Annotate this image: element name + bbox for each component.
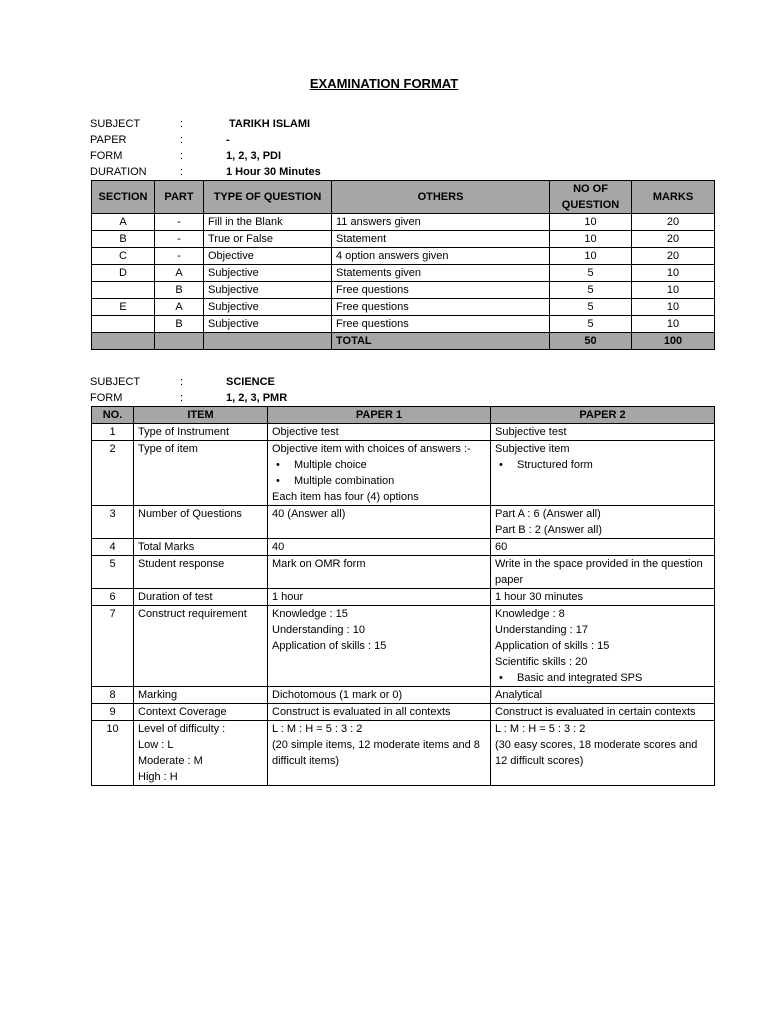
- row-number: 4: [92, 539, 134, 556]
- table-cell: 20: [632, 214, 715, 231]
- table-cell: 20: [632, 248, 715, 265]
- table-row: [92, 606, 715, 687]
- item-line: Number of Questions: [138, 508, 242, 520]
- table-cell: 10: [632, 265, 715, 282]
- row-number: 7: [92, 606, 134, 687]
- cell-line: Subjective test: [495, 426, 567, 438]
- table-cell: 20: [632, 231, 715, 248]
- table-row: [92, 231, 715, 248]
- table-cell: 10: [632, 316, 715, 333]
- cell-line: 60: [495, 541, 508, 553]
- table-cell: True or False: [204, 231, 332, 248]
- item-line: Moderate : M: [138, 755, 203, 767]
- table-row: [92, 265, 715, 282]
- table-cell: B: [92, 231, 155, 248]
- meta-value: -: [226, 134, 230, 146]
- cell-line: Application of skills : 15: [272, 640, 387, 652]
- total-cell: [204, 333, 332, 350]
- meta-label: SUBJECT: [90, 376, 141, 388]
- cell-line: (20 simple items, 12 moderate items and 8 difficult items): [272, 739, 480, 767]
- total-cell: TOTAL: [332, 333, 550, 350]
- table-cell: Subjective: [204, 265, 332, 282]
- cell-line: Understanding : 17: [495, 624, 588, 636]
- cell-line: Mark on OMR form: [272, 558, 366, 570]
- table-cell: Fill in the Blank: [204, 214, 332, 231]
- item-line: Duration of test: [138, 591, 213, 603]
- bullet-item: • Multiple choice: [272, 457, 486, 473]
- cell-line: 1 hour 30 minutes: [495, 591, 584, 603]
- table-cell: A: [155, 265, 204, 282]
- meta-label: FORM: [90, 150, 123, 162]
- table-cell: E: [92, 299, 155, 316]
- item-cell: [134, 506, 268, 539]
- meta-label: DURATION: [90, 166, 147, 178]
- table-cell: -: [155, 248, 204, 265]
- cell-line: Scientific skills : 20: [495, 656, 588, 668]
- paper2-cell: [491, 589, 715, 606]
- cell-line: Objective item with choices of answers :-: [272, 443, 471, 455]
- row-number: 8: [92, 687, 134, 704]
- table-cell: Subjective: [204, 299, 332, 316]
- cell-line: L : M : H = 5 : 3 : 2: [495, 723, 586, 735]
- tarikh-islami-format-table: [91, 180, 715, 350]
- cell-line: Objective test: [272, 426, 339, 438]
- table-row: [92, 539, 715, 556]
- table-row: [92, 441, 715, 506]
- col-header: ITEM: [134, 407, 268, 424]
- table-cell: A: [155, 299, 204, 316]
- meta-value: 1, 2, 3, PMR: [226, 392, 288, 404]
- bullet-item: • Structured form: [495, 457, 710, 473]
- cell-line: Knowledge : 8: [495, 608, 565, 620]
- table-cell: Subjective: [204, 282, 332, 299]
- cell-line: Understanding : 10: [272, 624, 365, 636]
- table-cell: 5: [550, 282, 632, 299]
- table-cell: 10: [550, 231, 632, 248]
- table-cell: 10: [632, 299, 715, 316]
- table-row: [92, 556, 715, 589]
- paper1-cell: [268, 606, 491, 687]
- paper2-cell: [491, 721, 715, 786]
- paper1-cell: [268, 506, 491, 539]
- cell-line: (30 easy scores, 18 moderate scores and 12 difficult scores): [495, 739, 698, 767]
- cell-line: Knowledge : 15: [272, 608, 348, 620]
- cell-line: Construct is evaluated in all contexts: [272, 706, 451, 718]
- meta-colon: :: [180, 118, 184, 130]
- meta-label: FORM: [90, 392, 123, 404]
- paper1-cell: [268, 704, 491, 721]
- item-cell: [134, 441, 268, 506]
- meta-label: SUBJECT: [90, 118, 141, 130]
- cell-line: 40: [272, 541, 285, 553]
- item-cell: [134, 704, 268, 721]
- paper2-cell: [491, 606, 715, 687]
- paper1-cell: [268, 687, 491, 704]
- table-cell: B: [155, 316, 204, 333]
- meta-colon: :: [180, 392, 184, 404]
- cell-line: 1 hour: [272, 591, 304, 603]
- bullet-item: • Multiple combination: [272, 473, 486, 489]
- row-number: 1: [92, 424, 134, 441]
- table-cell: -: [155, 231, 204, 248]
- paper1-cell: [268, 556, 491, 589]
- item-cell: [134, 606, 268, 687]
- table-cell: 5: [550, 316, 632, 333]
- paper1-cell: [268, 589, 491, 606]
- item-cell: [134, 556, 268, 589]
- item-line: Type of item: [138, 443, 198, 455]
- cell-line: Subjective item: [495, 443, 570, 455]
- table-cell: 11 answers given: [332, 214, 550, 231]
- table-cell: C: [92, 248, 155, 265]
- meta-value: SCIENCE: [226, 376, 275, 388]
- row-number: 9: [92, 704, 134, 721]
- cell-line: Dichotomous (1 mark or 0): [272, 689, 403, 701]
- total-cell: [92, 333, 155, 350]
- table-cell: Free questions: [332, 299, 550, 316]
- meta-label: PAPER: [90, 134, 127, 146]
- col-header: SECTION: [92, 181, 155, 214]
- paper1-cell: [268, 424, 491, 441]
- item-cell: [134, 424, 268, 441]
- item-cell: [134, 721, 268, 786]
- item-line: Marking: [138, 689, 178, 701]
- table-header-row: [92, 181, 715, 214]
- row-number: 3: [92, 506, 134, 539]
- item-cell: [134, 539, 268, 556]
- item-line: Level of difficulty :: [138, 723, 226, 735]
- table-cell: 5: [550, 265, 632, 282]
- cell-line: Write in the space provided in the question paper: [495, 558, 703, 586]
- table-cell: Statement: [332, 231, 550, 248]
- paper2-cell: [491, 506, 715, 539]
- item-line: Construct requirement: [138, 608, 247, 620]
- table-row: [92, 721, 715, 786]
- table-row: [92, 282, 715, 299]
- meta-colon: :: [180, 134, 184, 146]
- table-cell: D: [92, 265, 155, 282]
- table-cell: Objective: [204, 248, 332, 265]
- paper1-cell: [268, 539, 491, 556]
- col-header: PART: [155, 181, 204, 214]
- table-cell: B: [155, 282, 204, 299]
- item-cell: [134, 687, 268, 704]
- table-row: [92, 299, 715, 316]
- cell-line: Part A : 6 (Answer all): [495, 508, 601, 520]
- table-cell: Free questions: [332, 316, 550, 333]
- meta-colon: :: [180, 150, 184, 162]
- total-row: [92, 333, 715, 350]
- paper2-cell: [491, 556, 715, 589]
- total-cell: [155, 333, 204, 350]
- total-cell: 100: [632, 333, 715, 350]
- cell-line: L : M : H = 5 : 3 : 2: [272, 723, 363, 735]
- paper1-cell: [268, 721, 491, 786]
- page-title: EXAMINATION FORMAT: [309, 76, 459, 91]
- item-line: Context Coverage: [138, 706, 227, 718]
- item-cell: [134, 589, 268, 606]
- table-row: [92, 704, 715, 721]
- table-row: [92, 316, 715, 333]
- col-header: OTHERS: [332, 181, 550, 214]
- cell-line: Construct is evaluated in certain contexts: [495, 706, 696, 718]
- meta-value: TARIKH ISLAMI: [229, 118, 311, 130]
- table-cell: Subjective: [204, 316, 332, 333]
- row-number: 2: [92, 441, 134, 506]
- item-line: High : H: [138, 771, 178, 783]
- table-row: [92, 214, 715, 231]
- table-row: [92, 506, 715, 539]
- cell-line: Application of skills : 15: [495, 640, 610, 652]
- table-cell: 4 option answers given: [332, 248, 550, 265]
- table-cell: 10: [550, 248, 632, 265]
- table-cell: Free questions: [332, 282, 550, 299]
- table-cell: Statements given: [332, 265, 550, 282]
- table-row: [92, 248, 715, 265]
- col-header: NO.: [92, 407, 134, 424]
- row-number: 5: [92, 556, 134, 589]
- table-row: [92, 589, 715, 606]
- table-cell: 10: [632, 282, 715, 299]
- cell-line: Analytical: [495, 689, 543, 701]
- table-cell: [92, 282, 155, 299]
- row-number: 6: [92, 589, 134, 606]
- meta-colon: :: [180, 376, 184, 388]
- table-cell: [92, 316, 155, 333]
- paper1-cell: [268, 441, 491, 506]
- paper2-cell: [491, 441, 715, 506]
- cell-line: 40 (Answer all): [272, 508, 346, 520]
- cell-line: Each item has four (4) options: [272, 491, 419, 503]
- meta-value: 1 Hour 30 Minutes: [226, 166, 321, 178]
- table-cell: A: [92, 214, 155, 231]
- meta-value: 1, 2, 3, PDI: [226, 150, 282, 162]
- cell-line: Part B : 2 (Answer all): [495, 524, 602, 536]
- item-line: Student response: [138, 558, 225, 570]
- item-line: Type of Instrument: [138, 426, 230, 438]
- col-header: NO OF QUESTION: [550, 181, 632, 214]
- total-cell: 50: [550, 333, 632, 350]
- paper2-cell: [491, 687, 715, 704]
- science-format-table: [91, 406, 715, 786]
- table-cell: 10: [550, 214, 632, 231]
- table-cell: -: [155, 214, 204, 231]
- col-header: PAPER 1: [268, 407, 491, 424]
- table-row: [92, 687, 715, 704]
- bullet-item: • Basic and integrated SPS: [495, 670, 710, 686]
- table-cell: 5: [550, 299, 632, 316]
- col-header: TYPE OF QUESTION: [204, 181, 332, 214]
- paper2-cell: [491, 539, 715, 556]
- paper2-cell: [491, 704, 715, 721]
- paper2-cell: [491, 424, 715, 441]
- table-header-row: [92, 407, 715, 424]
- table-row: [92, 424, 715, 441]
- row-number: 10: [92, 721, 134, 786]
- item-line: Total Marks: [138, 541, 195, 553]
- col-header: MARKS: [632, 181, 715, 214]
- col-header: PAPER 2: [491, 407, 715, 424]
- item-line: Low : L: [138, 739, 174, 751]
- meta-colon: :: [180, 166, 184, 178]
